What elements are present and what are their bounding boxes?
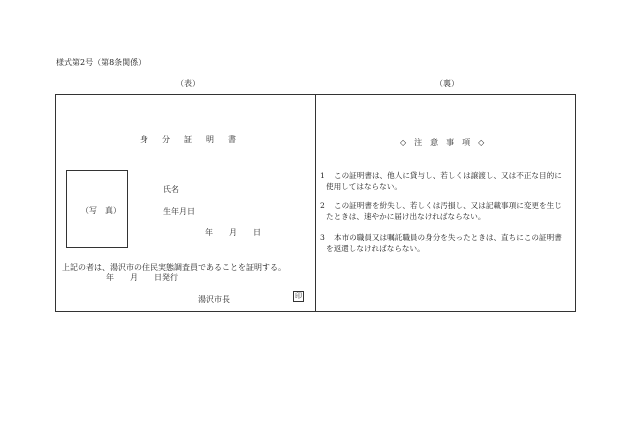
birth-date-label: 生年月日 xyxy=(163,207,195,216)
note-item xyxy=(320,232,570,254)
back-side-label: （裏） xyxy=(435,79,459,88)
note-line-2: たときは、速やかに届け出なければならない。 xyxy=(326,212,486,221)
name-label: 氏名 xyxy=(163,185,179,194)
date-line: 年 月 日 xyxy=(205,228,261,237)
form-code: 様式第2号（第8条関係） xyxy=(56,58,147,67)
front-title: 身分証明書 xyxy=(140,135,250,144)
seal-mark: 印 xyxy=(295,292,302,300)
note-number: 2 xyxy=(320,201,325,210)
note-item xyxy=(320,200,570,222)
note-line-2: を返還しなければならない。 xyxy=(326,244,425,253)
note-line-1: 本市の職員又は嘱託職員の身分を失ったときは、直ちにこの証明書 xyxy=(334,233,562,242)
note-line-1: この証明書は、他人に貸与し、若しくは譲渡し、又は不正な目的に xyxy=(334,171,562,180)
issue-date-line: 年 月 日発行 xyxy=(106,273,178,282)
back-title: ◇ 注 意 事 項 ◇ xyxy=(400,138,485,147)
note-line-1: この証明書を紛失し、若しくは汚損し、又は記載事項に変更を生じ xyxy=(334,201,562,210)
front-side-label: （表） xyxy=(176,79,200,88)
mayor-label: 湯沢市長 xyxy=(198,295,230,304)
note-number: 1 xyxy=(320,171,325,180)
photo-label: （写 真） xyxy=(81,206,121,215)
card-divider xyxy=(315,94,316,312)
note-item xyxy=(320,170,570,192)
note-number: 3 xyxy=(320,233,325,242)
certification-text: 上記の者は、湯沢市の住民実態調査員であることを証明する。 xyxy=(62,263,286,272)
note-line-2: 使用してはならない。 xyxy=(326,182,402,191)
